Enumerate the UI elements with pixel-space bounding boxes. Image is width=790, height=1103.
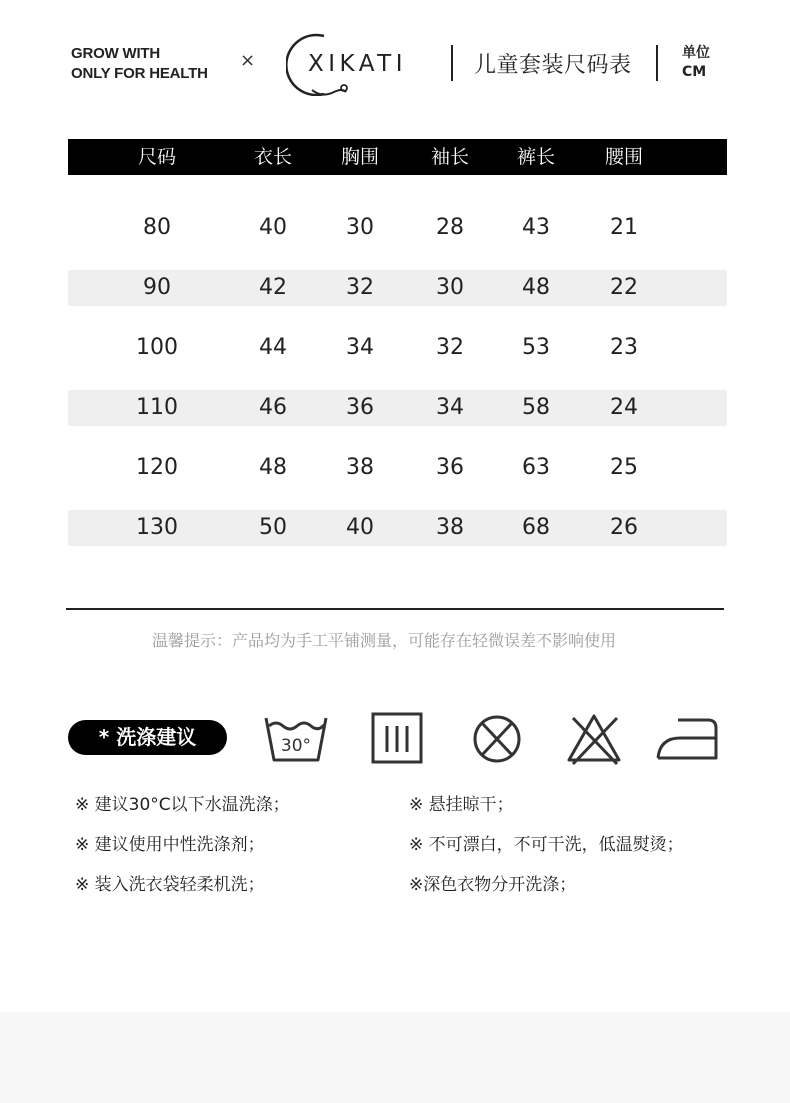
table-cell: 36: [436, 455, 464, 480]
table-header: [68, 139, 727, 175]
table-cell: 32: [346, 275, 374, 300]
table-cell: 120: [136, 455, 178, 480]
no-dry-clean-icon: [466, 708, 532, 770]
table-row: [68, 390, 727, 426]
table-cell: 28: [436, 215, 464, 240]
unit-label: [682, 44, 710, 82]
table-cell: 130: [136, 515, 178, 540]
table-cell: 30: [346, 215, 374, 240]
table-cell: 40: [259, 215, 287, 240]
no-bleach-icon: [563, 708, 629, 770]
wash-advice-badge: * 洗涤建议: [68, 720, 227, 755]
table-cell: 36: [346, 395, 374, 420]
footer-band: [0, 1012, 790, 1103]
table-cell: 30: [436, 275, 464, 300]
table-cell: 48: [522, 275, 550, 300]
table-cell: 48: [259, 455, 287, 480]
table-cell: 23: [610, 335, 638, 360]
unit-line-2: CM: [682, 64, 707, 80]
header-divider-left: [451, 45, 453, 81]
measurement-tip: 温馨提示：产品均为手工平铺测量，可能存在轻微误差不影响使用: [151, 631, 616, 650]
wash-note-right-3: ※深色衣物分开洗涤；: [409, 875, 577, 895]
wash-note-left-1: ※ 建议30°C以下水温洗涤；: [75, 795, 290, 815]
wash-30-icon: [263, 708, 329, 770]
tumble-dry-icon: [367, 708, 433, 770]
wash-note-right-1: ※ 悬挂晾干；: [409, 795, 514, 815]
wash-note-left-3: ※ 装入洗衣袋轻柔机洗；: [75, 875, 265, 895]
wash-note-right-2: ※ 不可漂白，不可干洗，低温熨烫；: [409, 835, 684, 855]
header-cell-length: 衣长: [253, 146, 292, 168]
table-cell: 53: [522, 335, 550, 360]
brand-slogan: [71, 44, 208, 84]
iron-icon: [656, 708, 722, 770]
table-cell: 63: [522, 455, 550, 480]
header: [0, 0, 790, 120]
table-cell: 43: [522, 215, 550, 240]
size-table: [68, 139, 727, 540]
table-cell: 68: [522, 515, 550, 540]
table-cell: 34: [436, 395, 464, 420]
table-cell: 38: [346, 455, 374, 480]
table-cell: 90: [143, 275, 171, 300]
times-sign: ×: [240, 50, 256, 71]
table-cell: 80: [143, 215, 171, 240]
table-row: [68, 450, 727, 486]
brand-logo: [286, 28, 416, 96]
table-cell: 26: [610, 515, 638, 540]
table-row: [68, 210, 727, 246]
table-row: [68, 270, 727, 306]
header-cell-pants: 裤长: [516, 146, 555, 168]
header-cell-chest: 胸围: [340, 146, 379, 168]
table-cell: 100: [136, 335, 178, 360]
table-row: [68, 510, 727, 546]
table-cell: 110: [136, 395, 178, 420]
table-cell: 25: [610, 455, 638, 480]
header-cell-waist: 腰围: [604, 146, 643, 168]
slogan-line-1: GROW WITH: [71, 45, 161, 62]
logo-text: XIKATI: [308, 51, 407, 77]
table-cell: 46: [259, 395, 287, 420]
header-divider-right: [656, 45, 658, 81]
table-cell: 22: [610, 275, 638, 300]
header-cell-size: 尺码: [137, 146, 176, 168]
unit-line-1: 单位: [682, 45, 710, 61]
table-cell: 40: [346, 515, 374, 540]
table-cell: 21: [610, 215, 638, 240]
section-divider: [66, 608, 724, 610]
table-cell: 34: [346, 335, 374, 360]
table-cell: 44: [259, 335, 287, 360]
wash-temp-label: 30°: [280, 736, 312, 756]
table-cell: 32: [436, 335, 464, 360]
table-cell: 42: [259, 275, 287, 300]
table-cell: 24: [610, 395, 638, 420]
table-row: [68, 330, 727, 366]
table-cell: 50: [259, 515, 287, 540]
table-cell: 58: [522, 395, 550, 420]
wash-note-left-2: ※ 建议使用中性洗涤剂；: [75, 835, 265, 855]
slogan-line-2: ONLY FOR HEALTH: [71, 65, 208, 82]
header-cell-sleeve: 袖长: [430, 146, 469, 168]
table-cell: 38: [436, 515, 464, 540]
chart-title: 儿童套装尺码表: [474, 53, 632, 78]
